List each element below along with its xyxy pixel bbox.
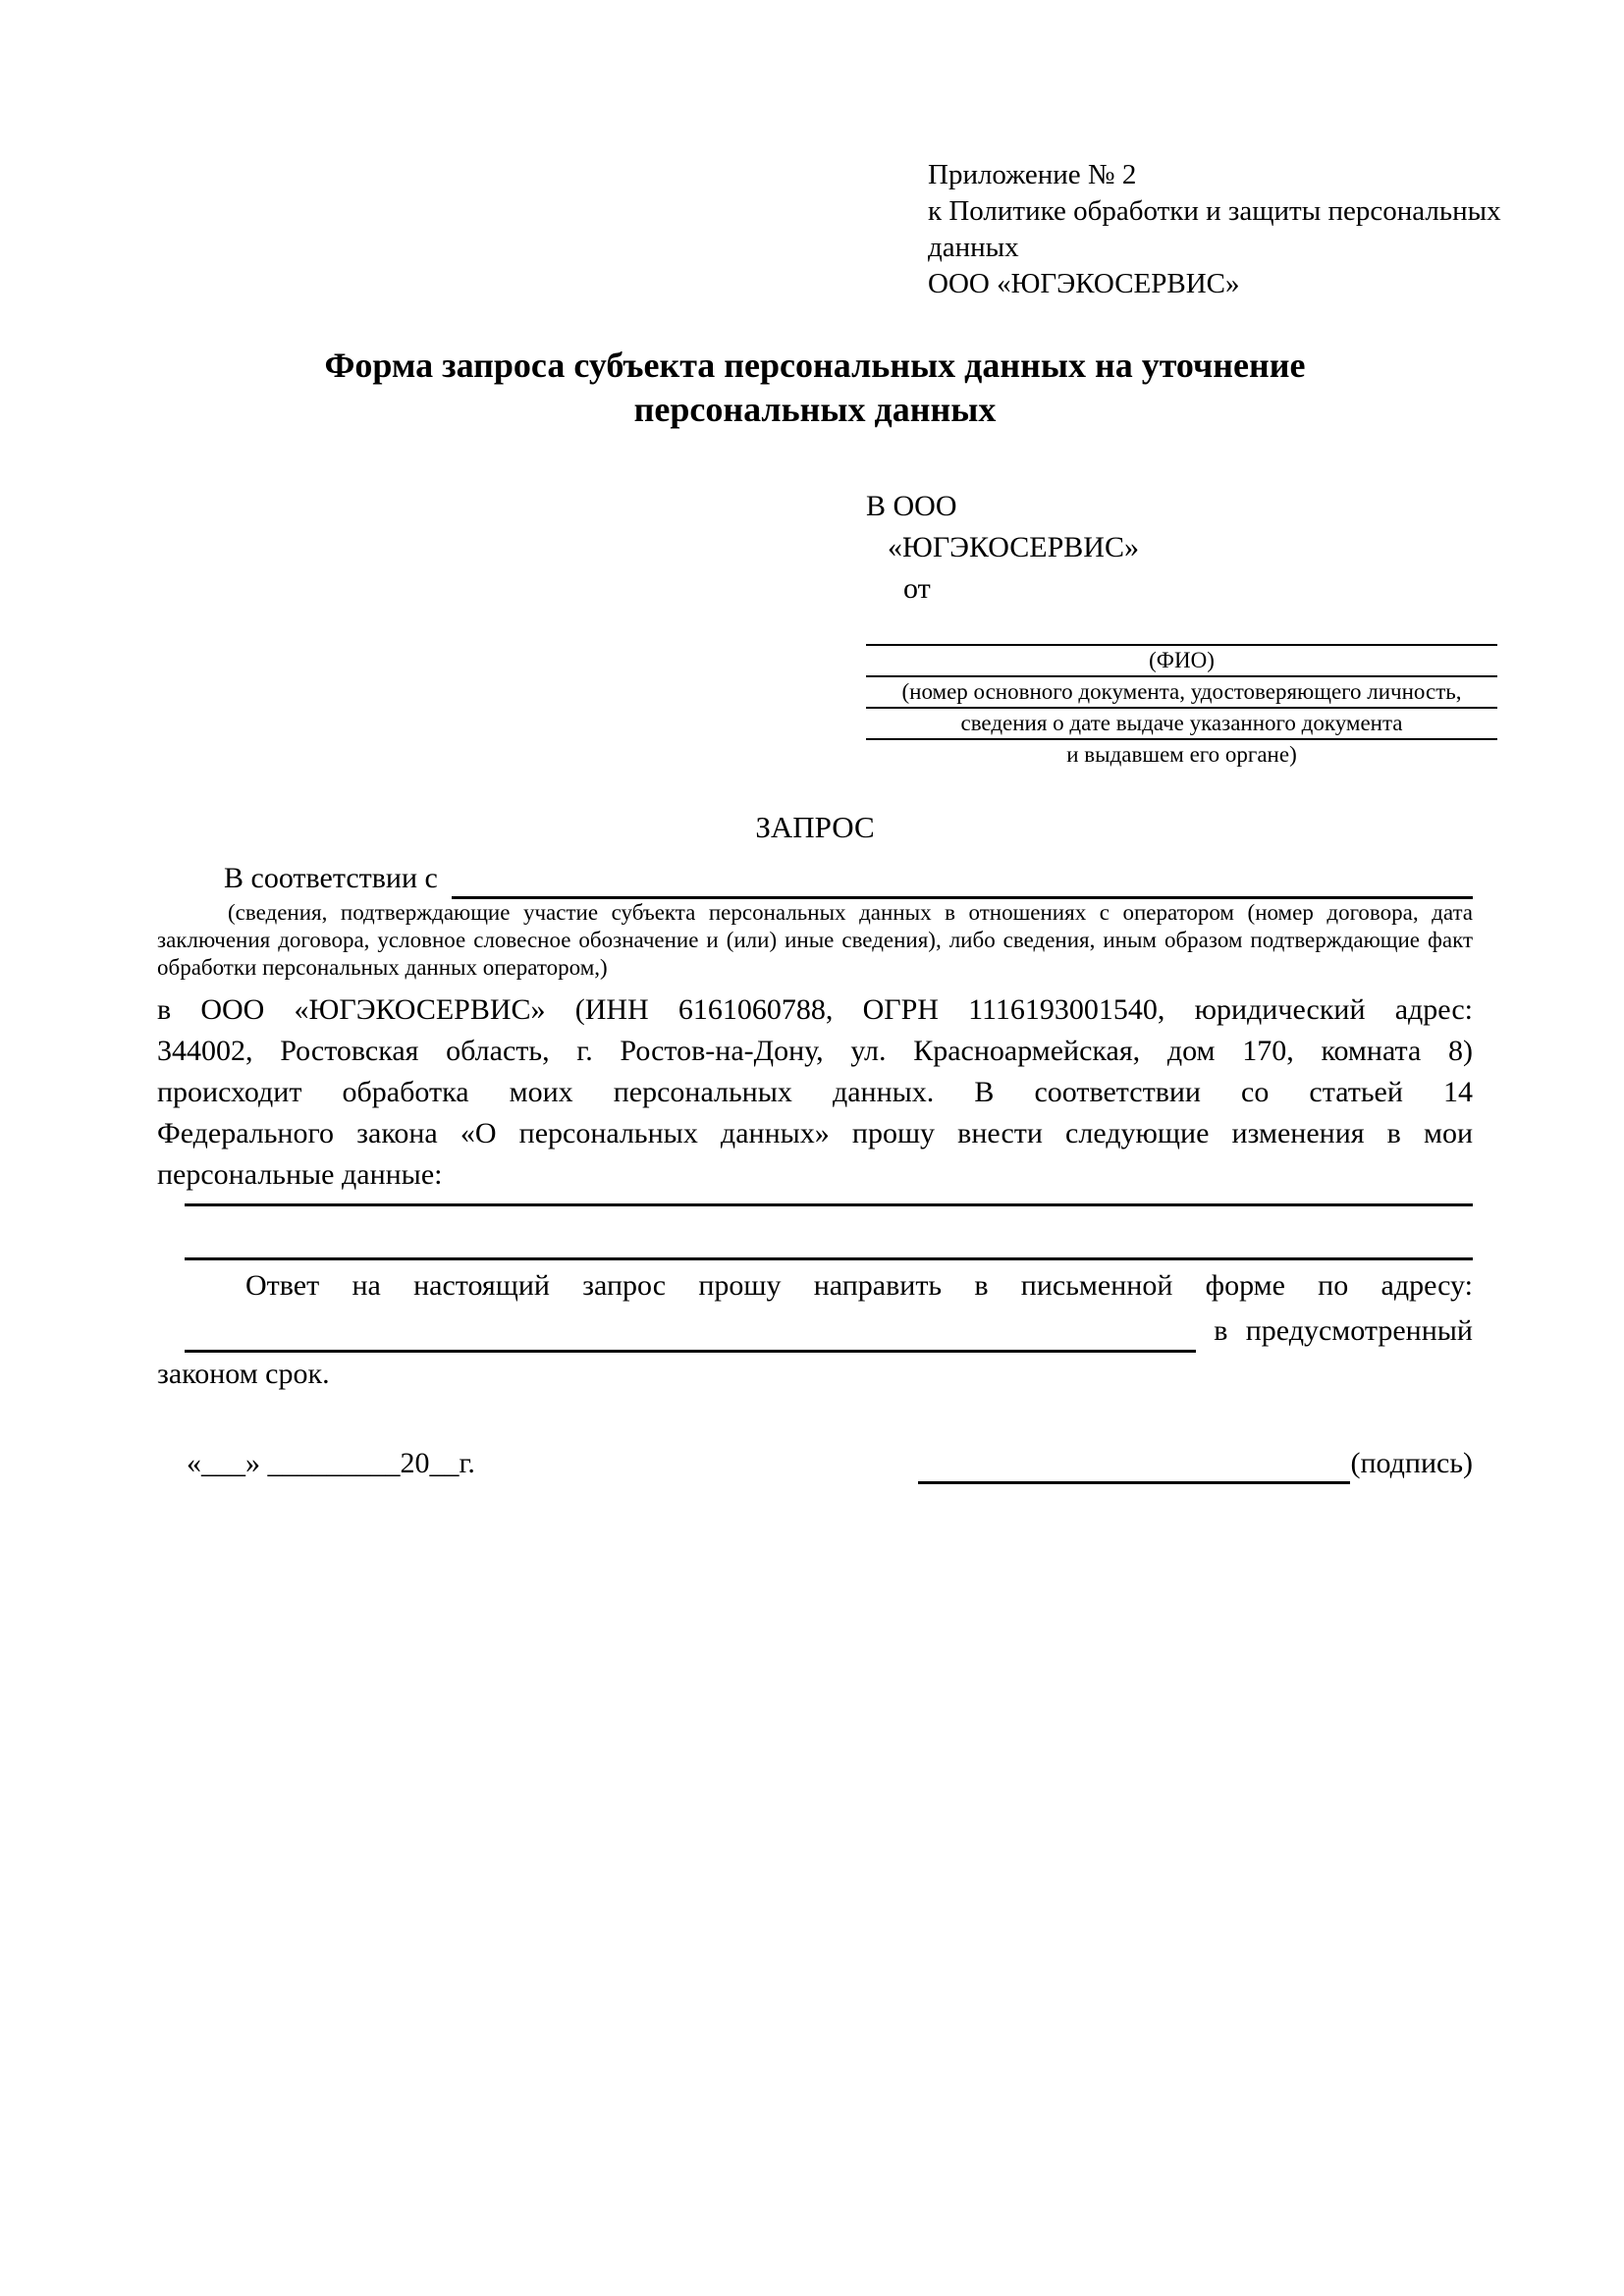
request-body xyxy=(157,989,1473,1196)
fio-caption: (ФИО) xyxy=(1149,648,1215,672)
note-line: (сведения, подтверждающие участие субъекта персональных данных в отношениях с оператором (номер договора, дата xyxy=(228,900,1473,925)
intro-blank-line xyxy=(452,861,1473,899)
recipient-to-line1: В ООО xyxy=(866,490,957,522)
signature-caption: (подпись) xyxy=(1350,1447,1473,1479)
date-signature-row xyxy=(157,1443,1473,1484)
intro-row xyxy=(157,858,1473,899)
changes-blank-line-2 xyxy=(185,1250,1473,1260)
body-line: 344002, Ростовская область, г. Ростов-на-Дону, ул. Красноармейская, дом 170, комната 8) xyxy=(157,1035,1473,1067)
page-title: Форма запроса субъекта персональных данных на уточнение персональных данных xyxy=(324,346,1306,429)
intro-prefix: В соответствии с xyxy=(224,862,438,894)
note-line: обработки персональных данных оператором,) xyxy=(157,955,608,980)
body-line: персональные данные: xyxy=(157,1158,443,1191)
changes-blank-line-1 xyxy=(185,1196,1473,1206)
body-line: в ООО «ЮГЭКОСЕРВИС» (ИНН 6161060788, ОГРН 1116193001540, юридический адрес: xyxy=(157,993,1473,1026)
request-heading: ЗАПРОС xyxy=(755,810,875,844)
response-word-predusmotrennyj: предусмотренный xyxy=(1245,1314,1473,1347)
field-issue-date xyxy=(866,707,1497,738)
recipient-to-line2: «ЮГЭКОСЕРВИС» xyxy=(888,531,1139,563)
recipient-block xyxy=(866,486,1497,770)
explanatory-note xyxy=(157,899,1473,982)
body-line: Федерального закона «О персональных данных» прошу внести следующие изменения в мои xyxy=(157,1117,1473,1149)
address-row xyxy=(157,1308,1473,1353)
policy-reference: к Политике обработки и защиты персональных данных xyxy=(928,195,1501,263)
field-issuing-authority xyxy=(866,738,1497,770)
response-tail: законом срок. xyxy=(157,1358,330,1390)
document-number-caption: (номер основного документа, удостоверяющего личность, xyxy=(901,679,1462,704)
issue-date-caption: сведения о дате выдаче указанного документа xyxy=(960,711,1403,735)
signature-group xyxy=(918,1443,1473,1484)
note-line: заключения договора, условное словесное обозначение и (или) иные сведения), либо сведения, иным образом подтверждающие факт xyxy=(157,928,1473,952)
issuing-authority-caption: и выдавшем его органе) xyxy=(1066,742,1297,767)
address-blank-line xyxy=(185,1312,1196,1353)
response-line: Ответ на настоящий запрос прошу направить в письменной форме по адресу: xyxy=(245,1269,1473,1302)
field-document-number xyxy=(866,675,1497,707)
signature-blank-line xyxy=(918,1448,1350,1484)
field-fio xyxy=(866,610,1497,675)
appendix-number: Приложение № 2 xyxy=(928,159,1137,190)
recipient-from-label: от xyxy=(903,572,931,605)
appendix-header xyxy=(928,157,1529,302)
company-name: ООО «ЮГЭКОСЕРВИС» xyxy=(928,268,1240,299)
fio-blank-line xyxy=(866,610,1497,646)
response-word-v: в xyxy=(1214,1314,1228,1347)
date-blank: «___» _________20__г. xyxy=(187,1447,475,1479)
body-line: происходит обработка моих персональных данных. В соответствии со статьей 14 xyxy=(157,1076,1473,1108)
